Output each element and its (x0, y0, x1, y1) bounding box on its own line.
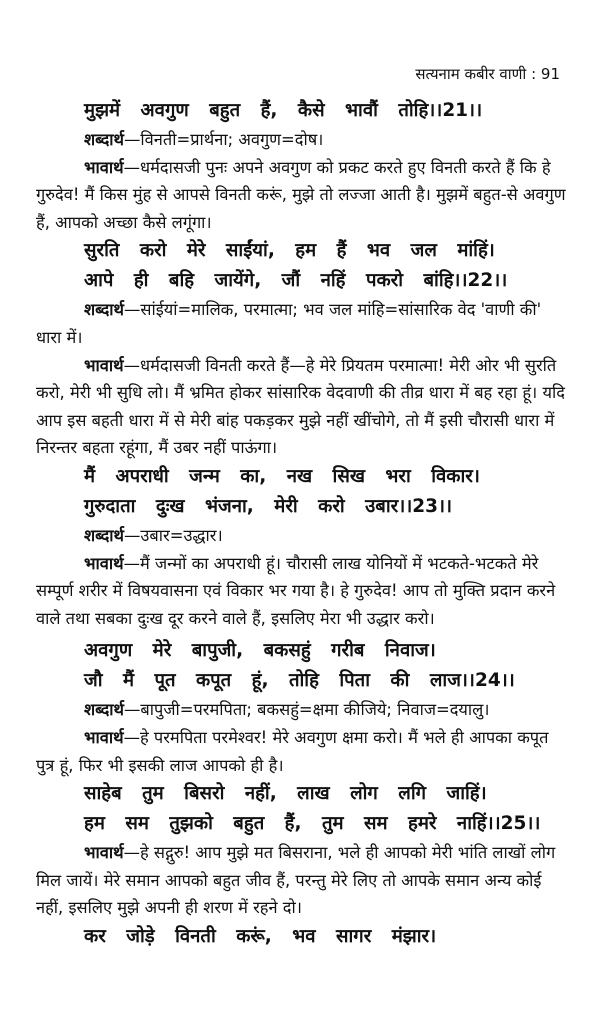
verse-24-line-2: जौ मैं पूत कपूत हूं, तोहि पिता की लाज।।24।। (84, 670, 515, 692)
explanation-24 (36, 724, 570, 779)
explanation-text: —धर्मदासजी विनती करते हैं—हे मेरे प्रियतम परमात्मा! मेरी ओर भी सुरति करो, मेरी भी सुधि लो। मैं भ्रमित होकर सांसारिक वेदवाणी की तीव्र धारा में बह रहा हूं। यदि आप इस बहती धारा में से मेरी बांह पकड़कर मुझे नहीं खींचोगे, तो मैं इसी चौरासी धारा में निरन्तर बहता रहूंगा, मैं उबर नहीं पाऊंगा। (36, 355, 565, 458)
explanation-25 (36, 839, 570, 922)
explanation-text: —धर्मदासजी पुनः अपने अवगुण को प्रकट करते हुए विनती करते हैं कि हे गुरुदेव! मैं किस मुंह से आपसे विनती करूं, मुझे तो लज्जा आती है। मुझमें बहुत-से अवगुण हैं, आपको अच्छा कैसे लगूंगा। (36, 157, 566, 232)
meaning-label: शब्दार्थ (84, 300, 125, 320)
meaning-23 (36, 522, 570, 550)
meaning-text: —उबार=उद्धार। (124, 525, 223, 545)
meaning-label: शब्दार्थ (84, 700, 125, 720)
meaning-text: —सांईयां=मालिक, परमात्मा; भव जल मांहि=सांसारिक वेद 'वाणी की' धारा में। (36, 300, 542, 347)
explanation-label: भावार्थ (84, 157, 124, 177)
verse-23-line-1: मैं अपराधी जन्म का, नख सिख भरा विकार। (84, 465, 480, 487)
verse-24-line-1: अवगुण मेरे बापुजी, बकसहुं गरीब निवाज। (84, 640, 436, 662)
meaning-text: —बापुजी=परमपिता; बकसहुं=क्षमा कीजिये; निवाज=दयालु। (124, 700, 490, 720)
verse-26-line-1: कर जोड़े विनती करूं, भव सागर मंझार। (84, 925, 437, 947)
meaning-21 (36, 126, 570, 154)
verse-23-line-2: गुरुदाता दुःख भंजना, मेरी करो उबार।।23।। (84, 495, 452, 517)
verse-22-line-2: आपे ही बहि जायेंगे, जौं नहिं पकरो बांहि।।22।। (84, 270, 508, 292)
page-content (36, 96, 570, 952)
explanation-23 (36, 550, 570, 633)
verse-25-line-1: साहेब तुम बिसरो नहीं, लाख लोग लगि जाहिं। (84, 783, 487, 805)
verse-25-line-2: हम सम तुझको बहुत हैं, तुम सम हमरे नाहिं।।25।। (84, 813, 541, 835)
meaning-label: शब्दार्थ (84, 130, 125, 149)
verse-21-line-1: मुझमें अवगुण बहुत हैं, कैसे भावौं तोहि।।21।। (84, 100, 483, 121)
verse-22-line-1: सुरति करो मेरे साईंयां, हम हैं भव जल मांहिं। (84, 240, 495, 262)
meaning-text: —विनती=प्रार्थना; अवगुण=दोष। (124, 130, 324, 149)
explanation-21 (36, 154, 570, 237)
explanation-label: भावार्थ (84, 355, 124, 375)
meaning-label: शब्दार्थ (84, 525, 125, 545)
meaning-24 (36, 696, 570, 724)
explanation-label: भावार्थ (84, 553, 124, 573)
explanation-text: —मैं जन्मों का अपराधी हूं। चौरासी लाख योनियों में भटकते-भटकते मेरे सम्पूर्ण शरीर में विषयवासना एवं विकार भर गया है। हे गुरुदेव! आप तो मुक्ति प्रदान करने वाले तथा सबका दुःख दूर करने वाले हैं, इसलिए मेरा भी उद्धार करो। (36, 553, 556, 628)
running-header: सत्यनाम कबीर वाणी : 91 (415, 65, 560, 83)
explanation-22 (36, 352, 570, 462)
explanation-label: भावार्थ (84, 843, 124, 863)
explanation-text: —हे सद्गुरु! आप मुझे मत बिसराना, भले ही आपको मेरी भांति लाखों लोग मिल जायें। मेरे समान आपको बहुत जीव हैं, परन्तु मेरे लिए तो आपके समान अन्य कोई नहीं, इसलिए मुझे अपनी ही शरण में रहने दो। (36, 843, 556, 918)
explanation-label: भावार्थ (84, 727, 124, 747)
explanation-text: —हे परमपिता परमेश्वर! मेरे अवगुण क्षमा करो। मैं भले ही आपका कपूत पुत्र हूं, फिर भी इसकी लाज आपको ही है। (36, 727, 549, 775)
meaning-22 (36, 296, 570, 351)
